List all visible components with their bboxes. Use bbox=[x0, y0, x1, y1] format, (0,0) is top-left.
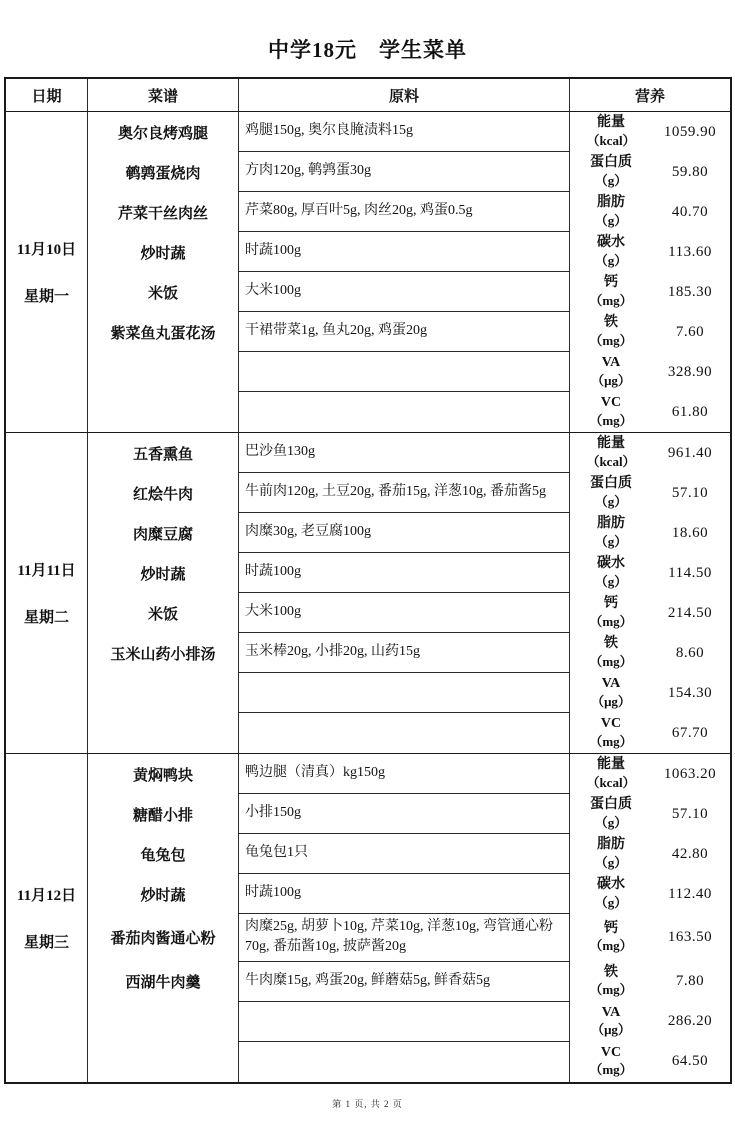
ingredients-cell: 牛肉糜15g, 鸡蛋20g, 鲜蘑菇5g, 鲜香菇5g bbox=[239, 962, 570, 1002]
dish-name: 米饭 bbox=[88, 272, 239, 312]
dish-name: 炒时蔬 bbox=[88, 553, 239, 593]
ingredients-cell: 时蔬100g bbox=[239, 553, 570, 593]
header-nutrition: 营养 bbox=[634, 88, 665, 105]
day-block bbox=[6, 753, 730, 1082]
date-label: 11月11日 bbox=[17, 563, 76, 579]
nutrient-label-cell bbox=[570, 553, 652, 593]
ingredients-cell: 时蔬100g bbox=[239, 874, 570, 914]
dish-name: 糖醋小排 bbox=[88, 794, 239, 834]
nutrient-unit: （g） bbox=[594, 814, 628, 830]
nutrient-label-cell bbox=[570, 392, 652, 432]
nutrient-value: 61.80 bbox=[671, 403, 709, 420]
nutrient-value: 7.80 bbox=[675, 973, 705, 990]
dish-name: 炒时蔬 bbox=[88, 874, 239, 914]
dish-name bbox=[88, 1042, 239, 1082]
nutrient-label-cell bbox=[570, 1002, 652, 1042]
page-number: 第 1 页, 共 2 页 bbox=[332, 1098, 403, 1109]
nutrient-label-cell bbox=[570, 962, 652, 1002]
nutrient-value: 64.50 bbox=[671, 1053, 709, 1070]
ingredients-cell: 芹菜80g, 厚百叶5g, 肉丝20g, 鸡蛋0.5g bbox=[239, 192, 570, 232]
nutrient-name: 钙 bbox=[604, 921, 618, 937]
ingredients-cell: 干裙带菜1g, 鱼丸20g, 鸡蛋20g bbox=[239, 312, 570, 352]
nutrient-name: 碳水 bbox=[597, 877, 625, 893]
nutrient-value: 214.50 bbox=[667, 604, 713, 621]
nutrient-unit: （kcal） bbox=[586, 774, 636, 790]
nutrient-label-cell bbox=[570, 834, 652, 874]
nutrient-unit: （g） bbox=[594, 894, 628, 910]
weekday-label: 星期三 bbox=[23, 934, 69, 951]
date-cell bbox=[6, 112, 88, 432]
ingredients-cell bbox=[239, 673, 570, 713]
nutrient-name: 铁 bbox=[604, 636, 618, 652]
nutrient-label-cell bbox=[570, 513, 652, 553]
nutrient-label-cell bbox=[570, 192, 652, 232]
ingredients-cell: 大米100g bbox=[239, 593, 570, 633]
dish-name: 番茄肉酱通心粉 bbox=[88, 914, 239, 962]
nutrient-value: 328.90 bbox=[667, 363, 713, 380]
nutrient-unit: （g） bbox=[594, 212, 628, 228]
nutrient-unit: （μg） bbox=[591, 372, 631, 388]
nutrient-name: 脂肪 bbox=[597, 837, 625, 853]
dish-name: 芹菜干丝肉丝 bbox=[88, 192, 239, 232]
ingredients-cell: 肉糜30g, 老豆腐100g bbox=[239, 513, 570, 553]
dish-name: 龟兔包 bbox=[88, 834, 239, 874]
nutrient-name: VA bbox=[601, 355, 621, 371]
nutrient-unit: （g） bbox=[594, 573, 628, 589]
nutrient-unit: （g） bbox=[594, 533, 628, 549]
page-title: 中学18元 学生菜单 bbox=[268, 38, 467, 62]
nutrient-unit: （mg） bbox=[589, 938, 633, 954]
ingredients-cell: 方肉120g, 鹌鹑蛋30g bbox=[239, 152, 570, 192]
ingredients-cell: 巴沙鱼130g bbox=[239, 433, 570, 473]
nutrient-name: VC bbox=[600, 716, 622, 732]
nutrient-name: 铁 bbox=[604, 965, 618, 981]
nutrient-name: VA bbox=[601, 1005, 621, 1021]
nutrient-name: 脂肪 bbox=[597, 195, 625, 211]
nutrient-value: 185.30 bbox=[667, 283, 713, 300]
nutrient-name: 钙 bbox=[604, 596, 618, 612]
nutrient-value: 42.80 bbox=[671, 845, 709, 862]
ingredients-cell bbox=[239, 392, 570, 432]
nutrient-value: 163.50 bbox=[667, 929, 713, 946]
nutrient-name: 蛋白质 bbox=[590, 155, 632, 171]
nutrient-value: 1059.90 bbox=[663, 123, 717, 140]
nutrient-unit: （g） bbox=[594, 493, 628, 509]
ingredients-cell: 龟兔包1只 bbox=[239, 834, 570, 874]
nutrient-unit: （g） bbox=[594, 172, 628, 188]
table-header-row bbox=[6, 79, 730, 112]
nutrient-unit: （mg） bbox=[589, 653, 633, 669]
ingredients-cell: 玉米棒20g, 小排20g, 山药15g bbox=[239, 633, 570, 673]
weekday-label: 星期二 bbox=[23, 610, 69, 626]
nutrient-name: 碳水 bbox=[597, 235, 625, 251]
nutrient-label-cell bbox=[570, 272, 652, 312]
ingredients-cell: 牛前肉120g, 土豆20g, 番茄15g, 洋葱10g, 番茄酱5g bbox=[239, 473, 570, 513]
nutrient-unit: （mg） bbox=[589, 412, 633, 428]
nutrient-unit: （mg） bbox=[589, 332, 633, 348]
dish-name bbox=[88, 392, 239, 432]
nutrient-value: 8.60 bbox=[675, 644, 705, 661]
nutrient-name: 能量 bbox=[597, 757, 625, 773]
dish-name: 紫菜鱼丸蛋花汤 bbox=[88, 312, 239, 352]
nutrient-label-cell bbox=[570, 312, 652, 352]
nutrient-label-cell bbox=[570, 433, 652, 473]
date-label: 11月10日 bbox=[16, 242, 77, 258]
dish-name bbox=[88, 673, 239, 713]
nutrient-value: 67.70 bbox=[671, 724, 709, 741]
nutrient-unit: （μg） bbox=[591, 1022, 631, 1038]
ingredients-cell: 鸭边腿（清真）kg150g bbox=[239, 754, 570, 794]
nutrient-unit: （kcal） bbox=[586, 453, 636, 469]
nutrient-name: 铁 bbox=[604, 315, 618, 331]
ingredients-cell: 鸡腿150g, 奥尔良腌渍料15g bbox=[239, 112, 570, 152]
ingredients-cell bbox=[239, 352, 570, 392]
menu-table bbox=[4, 77, 732, 1084]
dish-name: 米饭 bbox=[88, 593, 239, 633]
nutrient-name: 能量 bbox=[597, 436, 625, 452]
nutrient-unit: （mg） bbox=[589, 292, 633, 308]
nutrient-name: 蛋白质 bbox=[590, 476, 632, 492]
nutrient-name: 能量 bbox=[597, 115, 625, 131]
weekday-label: 星期一 bbox=[23, 289, 69, 305]
nutrient-name: VC bbox=[600, 395, 622, 411]
nutrient-name: VA bbox=[601, 676, 621, 692]
nutrient-label-cell bbox=[570, 152, 652, 192]
nutrient-unit: （g） bbox=[594, 854, 628, 870]
nutrient-value: 59.80 bbox=[671, 163, 709, 180]
nutrient-label-cell bbox=[570, 1042, 652, 1082]
ingredients-cell: 小排150g bbox=[239, 794, 570, 834]
day-block bbox=[6, 432, 730, 753]
nutrient-name: 脂肪 bbox=[597, 516, 625, 532]
nutrient-value: 113.60 bbox=[668, 243, 712, 260]
dish-name: 红烩牛肉 bbox=[88, 473, 239, 513]
nutrient-unit: （μg） bbox=[591, 693, 631, 709]
nutrient-unit: （kcal） bbox=[586, 132, 636, 148]
nutrient-name: VC bbox=[600, 1045, 622, 1061]
dish-name: 炒时蔬 bbox=[88, 232, 239, 272]
dish-name: 奥尔良烤鸡腿 bbox=[88, 112, 239, 152]
date-cell bbox=[6, 433, 88, 753]
dish-name: 黄焖鸭块 bbox=[88, 754, 239, 794]
ingredients-cell: 大米100g bbox=[239, 272, 570, 312]
nutrient-label-cell bbox=[570, 473, 652, 513]
ingredients-cell bbox=[239, 713, 570, 753]
nutrient-value: 114.50 bbox=[668, 564, 712, 581]
nutrient-label-cell bbox=[570, 232, 652, 272]
dish-name: 五香熏鱼 bbox=[88, 433, 239, 473]
nutrient-label-cell bbox=[570, 112, 652, 152]
nutrient-label-cell bbox=[570, 352, 652, 392]
ingredients-cell bbox=[239, 1042, 570, 1082]
header-ingredients: 原料 bbox=[239, 79, 570, 111]
nutrient-value: 286.20 bbox=[667, 1013, 713, 1030]
dish-name: 肉糜豆腐 bbox=[88, 513, 239, 553]
nutrient-name: 蛋白质 bbox=[590, 797, 632, 813]
nutrient-unit: （mg） bbox=[589, 733, 633, 749]
date-label: 11月12日 bbox=[16, 887, 77, 904]
nutrient-unit: （g） bbox=[594, 252, 628, 268]
dish-name: 鹌鹑蛋烧肉 bbox=[88, 152, 239, 192]
nutrient-value: 40.70 bbox=[671, 203, 709, 220]
nutrient-label-cell bbox=[570, 754, 652, 794]
nutrient-label-cell bbox=[570, 673, 652, 713]
nutrient-value: 57.10 bbox=[671, 805, 709, 822]
date-cell bbox=[6, 754, 88, 1082]
nutrient-unit: （mg） bbox=[589, 982, 633, 998]
dish-name bbox=[88, 713, 239, 753]
dish-name: 西湖牛肉羹 bbox=[88, 962, 239, 1002]
day-blocks bbox=[6, 112, 730, 1082]
header-menu: 菜谱 bbox=[88, 79, 239, 111]
nutrient-name: 钙 bbox=[604, 275, 618, 291]
nutrient-label-cell bbox=[570, 593, 652, 633]
nutrient-name: 碳水 bbox=[597, 556, 625, 572]
nutrient-unit: （mg） bbox=[589, 1062, 633, 1078]
nutrient-label-cell bbox=[570, 633, 652, 673]
nutrient-value: 7.60 bbox=[675, 323, 705, 340]
nutrient-label-cell bbox=[570, 874, 652, 914]
nutrient-unit: （mg） bbox=[589, 613, 633, 629]
dish-name bbox=[88, 1002, 239, 1042]
nutrient-value: 1063.20 bbox=[663, 765, 717, 782]
dish-name: 玉米山药小排汤 bbox=[88, 633, 239, 673]
ingredients-cell bbox=[239, 1002, 570, 1042]
nutrient-label-cell bbox=[570, 794, 652, 834]
ingredients-cell: 时蔬100g bbox=[239, 232, 570, 272]
ingredients-cell: 肉糜25g, 胡萝卜10g, 芹菜10g, 洋葱10g, 弯管通心粉70g, 番茄酱10g, 披萨酱20g bbox=[239, 914, 570, 962]
day-block bbox=[6, 112, 730, 432]
nutrient-label-cell bbox=[570, 713, 652, 753]
nutrient-label-cell bbox=[570, 914, 652, 962]
dish-name bbox=[88, 352, 239, 392]
nutrient-value: 112.40 bbox=[668, 885, 712, 902]
nutrient-value: 154.30 bbox=[667, 684, 713, 701]
nutrient-value: 961.40 bbox=[667, 444, 713, 461]
nutrient-value: 18.60 bbox=[671, 524, 709, 541]
header-date: 日期 bbox=[6, 79, 88, 111]
nutrient-value: 57.10 bbox=[671, 484, 709, 501]
